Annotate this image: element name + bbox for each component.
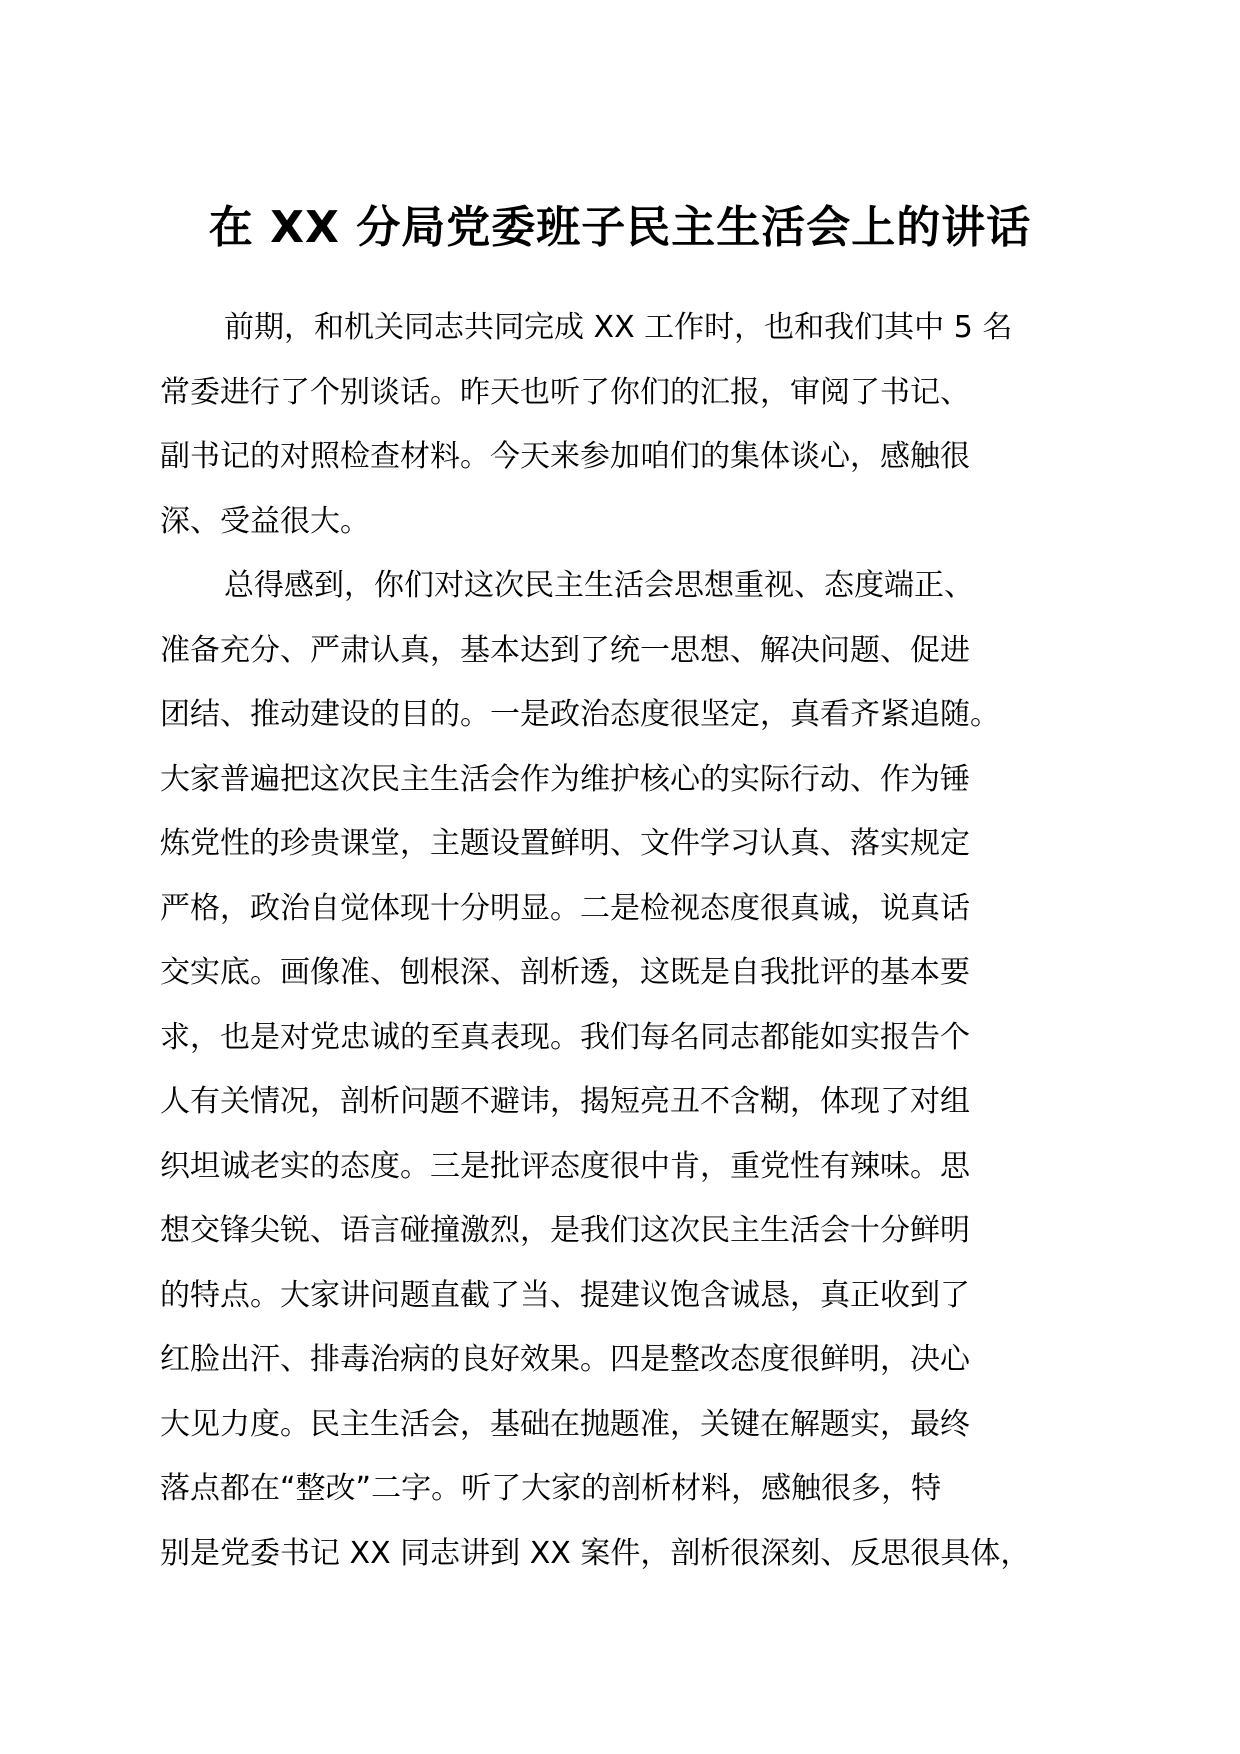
paragraph-2-line-3: 团结、推动建设的目的。一是政治态度很坚定，真看齐紧追随。 (160, 697, 1000, 732)
paragraph-2-line-8: 求，也是对党忠诚的至真表现。我们每名同志都能如实报告个 (160, 1019, 970, 1055)
paragraph-2-line-13: 红脸出汗、排毒治病的良好效果。四是整改态度很鲜明，决心 (160, 1342, 970, 1377)
paragraph-2-line-11: 想交锋尖锐、语言碰撞激烈，是我们这次民主生活会十分鲜明 (160, 1213, 970, 1248)
paragraph-2-line-16: 别是党委书记 XX 同志讲到 XX 案件，剖析很深刻、反思很具体， (160, 1535, 1031, 1571)
document-title: 在 XX 分局党委班子民主生活会上的讲话 (208, 202, 1032, 253)
paragraph-1-line-3: 副书记的对照检查材料。今天来参加咱们的集体谈心，感触很 (160, 439, 970, 474)
paragraph-2-line-12: 的特点。大家讲问题直截了当、提建议饱含诚恳，真正收到了 (160, 1277, 970, 1313)
document-body (160, 296, 1104, 1586)
paragraph-2-line-6: 严格，政治自觉体现十分明显。二是检视态度很真诚，说真话 (160, 890, 970, 926)
paragraph-2-line-5: 炼党性的珍贵课堂，主题设置鲜明、文件学习认真、落实规定 (160, 826, 970, 861)
paragraph-2-line-7: 交实底。画像准、刨根深、剖析透，这既是自我批评的基本要 (160, 955, 970, 990)
paragraph-1-line-2: 常委进行了个别谈话。昨天也听了你们的汇报，审阅了书记、 (160, 374, 970, 410)
paragraph-2-line-1: 总得感到，你们对这次民主生活会思想重视、态度端正、 (224, 568, 974, 603)
paragraph-1-line-1: 前期，和机关同志共同完成 XX 工作时，也和我们其中 5 名 (224, 310, 1013, 345)
paragraph-2-line-2: 准备充分、严肃认真，基本达到了统一思想、解决问题、促进 (160, 632, 970, 668)
paragraph-2-line-15: 落点都在“整改”二字。听了大家的剖析材料，感触很多，特 (160, 1471, 942, 1506)
paragraph-2-line-10: 织坦诚老实的态度。三是批评态度很中肯，重党性有辣味。思 (160, 1148, 970, 1184)
paragraph-2-line-9: 人有关情况，剖析问题不避讳，揭短亮丑不含糊，体现了对组 (160, 1084, 970, 1119)
paragraph-2-line-14: 大见力度。民主生活会，基础在抛题准，关键在解题实，最终 (160, 1406, 970, 1442)
paragraph-2-line-4: 大家普遍把这次民主生活会作为维护核心的实际行动、作为锤 (160, 761, 970, 797)
paragraph-1-line-4: 深、受益很大。 (160, 503, 370, 539)
